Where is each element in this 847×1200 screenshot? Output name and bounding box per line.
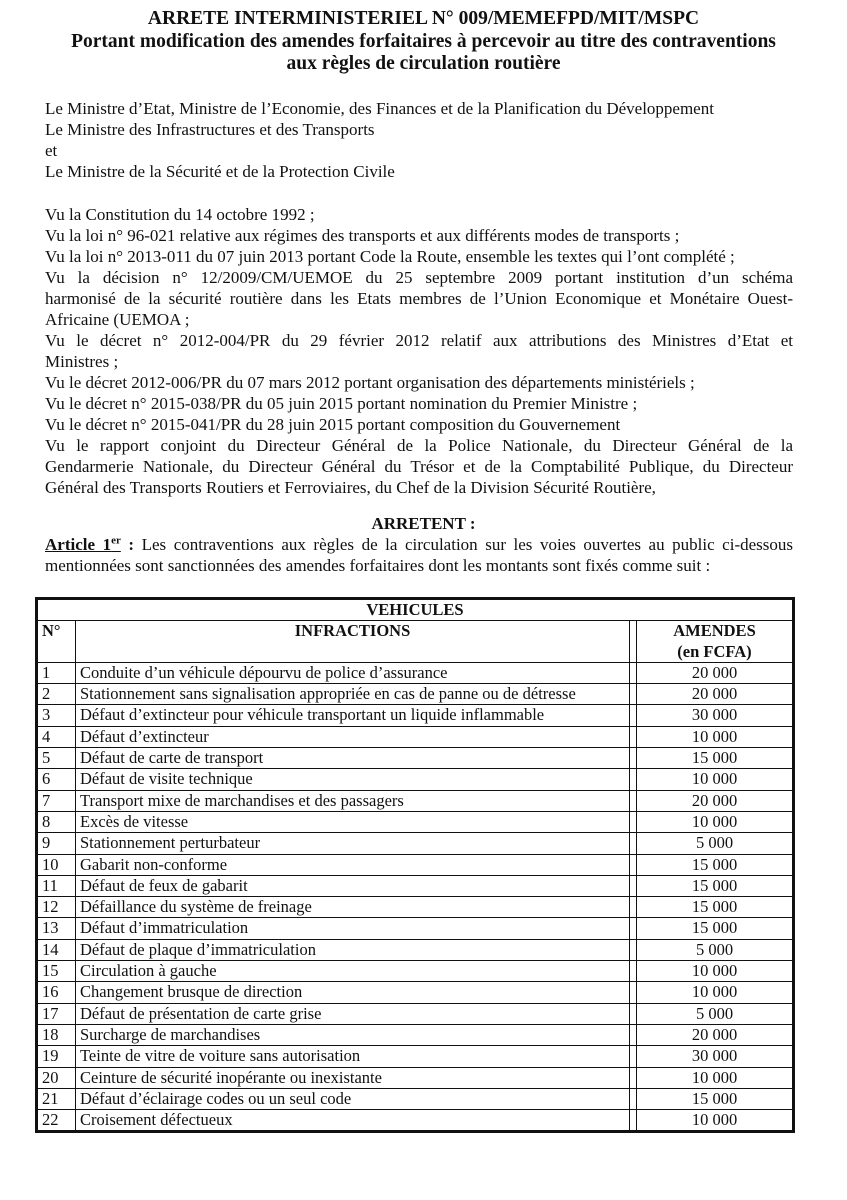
row-number: 22 [37,1110,76,1132]
row-number: 5 [37,748,76,769]
table-row [37,726,794,747]
row-gap [630,662,637,683]
row-number: 14 [37,939,76,960]
arretent-heading: ARRETENT : [371,514,476,533]
visa-line: Vu la Constitution du 14 octobre 1992 ; [45,205,315,224]
row-gap [630,939,637,960]
row-infraction: Défaut d’éclairage codes ou un seul code [76,1088,630,1109]
row-amount: 20 000 [637,662,794,683]
row-number: 9 [37,833,76,854]
article-1-label: Article 1er [45,534,121,554]
row-amount: 5 000 [637,1003,794,1024]
row-gap [630,961,637,982]
row-number: 4 [37,726,76,747]
row-amount: 15 000 [637,854,794,875]
article-1-line1: Article 1er : Les contraventions aux règles de la circulation sur les voies ouvertes au public ci-dessous [45,534,793,554]
row-gap [630,1088,637,1109]
row-infraction: Gabarit non-conforme [76,854,630,875]
row-number: 21 [37,1088,76,1109]
table-row [37,790,794,811]
row-gap [630,790,637,811]
visa-line: harmonisé de la sécurité routière dans les Etats membres de l’Union Economique et Monétaire Ouest- [45,289,793,308]
article-1-line2: mentionnées sont sanctionnées des amendes forfaitaires dont les montants sont fixés comme suit : [45,556,711,575]
row-number: 6 [37,769,76,790]
table-row [37,1067,794,1088]
row-number: 3 [37,705,76,726]
row-gap [630,726,637,747]
row-amount: 20 000 [637,684,794,705]
row-infraction: Ceinture de sécurité inopérante ou inexistante [76,1067,630,1088]
row-number: 12 [37,897,76,918]
row-number: 7 [37,790,76,811]
row-infraction: Excès de vitesse [76,811,630,832]
row-infraction: Défaillance du système de freinage [76,897,630,918]
row-number: 18 [37,1024,76,1045]
row-amount: 15 000 [637,918,794,939]
table-row [37,705,794,726]
row-infraction: Défaut de feux de gabarit [76,875,630,896]
row-infraction: Conduite d’un véhicule dépourvu de police d’assurance [76,662,630,683]
visa-line: Général des Transports Routiers et Ferroviaires, du Chef de la Division Sécurité Routière, [45,478,656,497]
row-gap [630,833,637,854]
row-gap [630,705,637,726]
table-row [37,1088,794,1109]
row-amount: 15 000 [637,748,794,769]
row-amount: 30 000 [637,1046,794,1067]
row-infraction: Transport mixe de marchandises et des passagers [76,790,630,811]
column-header-infractions: INFRACTIONS [76,621,630,663]
minister-line: et [45,141,58,160]
row-infraction: Croisement défectueux [76,1110,630,1132]
column-header-amount: AMENDES (en FCFA) [637,621,794,663]
row-gap [630,1067,637,1088]
row-gap [630,875,637,896]
ministers-block [45,98,793,182]
minister-line: Le Ministre d’Etat, Ministre de l’Economie, des Finances et de la Planification du Développement [45,99,714,118]
row-amount: 10 000 [637,769,794,790]
table-row [37,1024,794,1045]
row-amount: 15 000 [637,1088,794,1109]
row-gap [630,811,637,832]
row-gap [630,854,637,875]
minister-line: Le Ministre des Infrastructures et des Transports [45,120,375,139]
row-infraction: Stationnement perturbateur [76,833,630,854]
visa-line: Vu le décret n° 2015-041/PR du 28 juin 2015 portant composition du Gouvernement [45,415,621,434]
row-number: 15 [37,961,76,982]
visa-line: Gendarmerie Nationale, du Directeur Général du Trésor et de la Comptabilité Publique, du Directeur [45,457,793,476]
visa-line: Africaine (UEMOA ; [45,310,190,329]
column-gap [630,621,637,663]
row-infraction: Teinte de vitre de voiture sans autorisation [76,1046,630,1067]
row-number: 8 [37,811,76,832]
row-amount: 30 000 [637,705,794,726]
row-gap [630,918,637,939]
row-infraction: Circulation à gauche [76,961,630,982]
table-row [37,1110,794,1132]
row-amount: 15 000 [637,897,794,918]
table-row [37,854,794,875]
table-row [37,769,794,790]
row-gap [630,748,637,769]
row-number: 20 [37,1067,76,1088]
visas-block [45,204,793,498]
row-amount: 10 000 [637,961,794,982]
table-row [37,1046,794,1067]
table-row [37,918,794,939]
table-row [37,662,794,683]
section-title: VEHICULES [37,599,794,621]
decree-subtitle-line2: aux règles de circulation routière [286,53,561,74]
decree-title: ARRETE INTERMINISTERIEL N° 009/MEMEFPD/MIT/MSPC [147,8,700,29]
table-row [37,748,794,769]
row-number: 13 [37,918,76,939]
row-amount: 5 000 [637,833,794,854]
row-number: 16 [37,982,76,1003]
fines-table [35,597,795,1133]
row-gap [630,684,637,705]
row-amount: 10 000 [637,1067,794,1088]
row-gap [630,1046,637,1067]
row-infraction: Défaut de visite technique [76,769,630,790]
visa-line: Vu le décret n° 2015-038/PR du 05 juin 2015 portant nomination du Premier Ministre ; [45,394,638,413]
column-header-number: N° [37,621,76,663]
visa-line: Ministres ; [45,352,119,371]
row-gap [630,982,637,1003]
visa-line: Vu la loi n° 2013-011 du 07 juin 2013 portant Code la Route, ensemble les textes qui l’ont complété ; [45,247,735,266]
row-number: 10 [37,854,76,875]
visa-line: Vu le décret 2012-006/PR du 07 mars 2012 portant organisation des départements ministériels ; [45,373,695,392]
row-gap [630,1003,637,1024]
row-infraction: Stationnement sans signalisation appropriée en cas de panne ou de détresse [76,684,630,705]
row-amount: 10 000 [637,982,794,1003]
row-number: 17 [37,1003,76,1024]
row-infraction: Défaut de carte de transport [76,748,630,769]
row-infraction: Changement brusque de direction [76,982,630,1003]
table-row [37,961,794,982]
row-infraction: Défaut d’immatriculation [76,918,630,939]
row-number: 11 [37,875,76,896]
row-amount: 10 000 [637,811,794,832]
table-row [37,875,794,896]
table-row [37,811,794,832]
table-row [37,684,794,705]
row-infraction: Surcharge de marchandises [76,1024,630,1045]
row-gap [630,769,637,790]
table-row [37,982,794,1003]
row-amount: 15 000 [637,875,794,896]
row-infraction: Défaut d’extincteur pour véhicule transportant un liquide inflammable [76,705,630,726]
row-number: 1 [37,662,76,683]
row-gap [630,897,637,918]
row-infraction: Défaut de plaque d’immatriculation [76,939,630,960]
visa-line: Vu la loi n° 96-021 relative aux régimes des transports et aux différents modes de transports ; [45,226,680,245]
decree-subtitle-line1: Portant modification des amendes forfaitaires à percevoir au titre des contraventions [71,31,776,52]
table-row [37,833,794,854]
row-gap [630,1024,637,1045]
row-gap [630,1110,637,1132]
article-1 [45,534,793,576]
row-infraction: Défaut de présentation de carte grise [76,1003,630,1024]
row-amount: 10 000 [637,726,794,747]
visa-line: Vu la décision n° 12/2009/CM/UEMOE du 25 septembre 2009 portant institution d’un schéma [45,268,793,287]
row-amount: 10 000 [637,1110,794,1132]
table-row [37,939,794,960]
fines-table-body [37,662,794,1132]
row-number: 19 [37,1046,76,1067]
row-number: 2 [37,684,76,705]
visa-line: Vu le décret n° 2012-004/PR du 29 février 2012 relatif aux attributions des Ministres d’Etat et [45,331,793,350]
row-amount: 20 000 [637,790,794,811]
row-amount: 5 000 [637,939,794,960]
row-amount: 20 000 [637,1024,794,1045]
table-row [37,1003,794,1024]
minister-line: Le Ministre de la Sécurité et de la Protection Civile [45,162,395,181]
visa-line: Vu le rapport conjoint du Directeur Général de la Police Nationale, du Directeur Général de la [45,436,793,455]
row-infraction: Défaut d’extincteur [76,726,630,747]
table-row [37,897,794,918]
